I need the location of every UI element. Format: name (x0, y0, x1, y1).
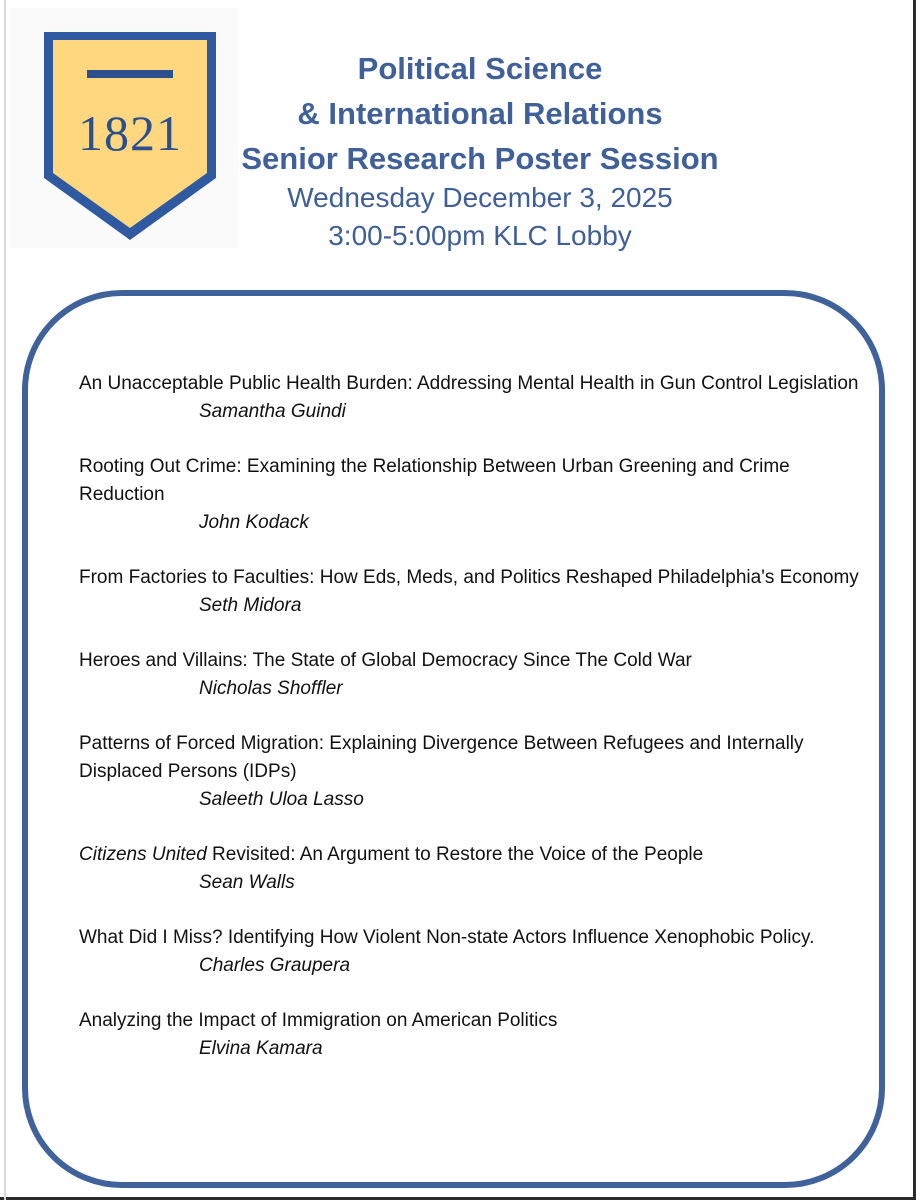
poster-title: From Factories to Faculties: How Eds, Meds, and Politics Reshaped Philadelphia's Economy (79, 567, 859, 588)
poster-author: Elvina Kamara (199, 1038, 323, 1059)
poster-author: Samantha Guindi (199, 401, 346, 422)
poster-list (79, 370, 869, 1090)
poster-author: Nicholas Shoffler (199, 678, 343, 699)
poster-title-rest: Revisited: An Argument to Restore the Voice of the People (206, 844, 704, 865)
header (230, 46, 730, 255)
logo-area (10, 8, 238, 248)
poster-title (79, 841, 869, 869)
poster-author: Sean Walls (199, 872, 295, 893)
poster-author: John Kodack (199, 512, 309, 533)
list-item (79, 564, 869, 619)
left-rule (4, 0, 6, 1200)
header-title-line-3: Senior Research Poster Session (241, 141, 719, 176)
poster-title: An Unacceptable Public Health Burden: Addressing Mental Health in Gun Control Legislation (79, 373, 859, 394)
poster-author: Charles Graupera (199, 955, 351, 976)
logo-year: 1821 (78, 105, 182, 161)
shield-bar (87, 70, 173, 78)
poster-title: What Did I Miss? Identifying How Violent Non-state Actors Influence Xenophobic Policy. (79, 927, 815, 948)
poster-author: Seth Midora (199, 595, 302, 616)
poster-title: Rooting Out Crime: Examining the Relationship Between Urban Greening and Crime Reduction (79, 456, 790, 505)
header-title-line-2: & International Relations (297, 96, 663, 131)
list-item (79, 370, 869, 425)
poster-author: Saleeth Uloa Lasso (199, 789, 364, 810)
header-title-line-1: Political Science (357, 51, 603, 86)
list-item (79, 647, 869, 702)
poster-title: Patterns of Forced Migration: Explaining Divergence Between Refugees and Internally Displaced Persons (IDPs) (79, 733, 804, 782)
poster-title: Analyzing the Impact of Immigration on American Politics (79, 1010, 558, 1031)
list-item (79, 841, 869, 896)
poster-title-italic-part: Citizens United (79, 844, 207, 865)
poster-title: Heroes and Villains: The State of Global Democracy Since The Cold War (79, 650, 692, 671)
list-item (79, 453, 869, 536)
list-item (79, 924, 869, 979)
event-date: Wednesday December 3, 2025 (287, 182, 673, 213)
list-item (79, 730, 869, 813)
event-time-place: 3:00-5:00pm KLC Lobby (328, 220, 632, 251)
list-item (79, 1007, 869, 1062)
